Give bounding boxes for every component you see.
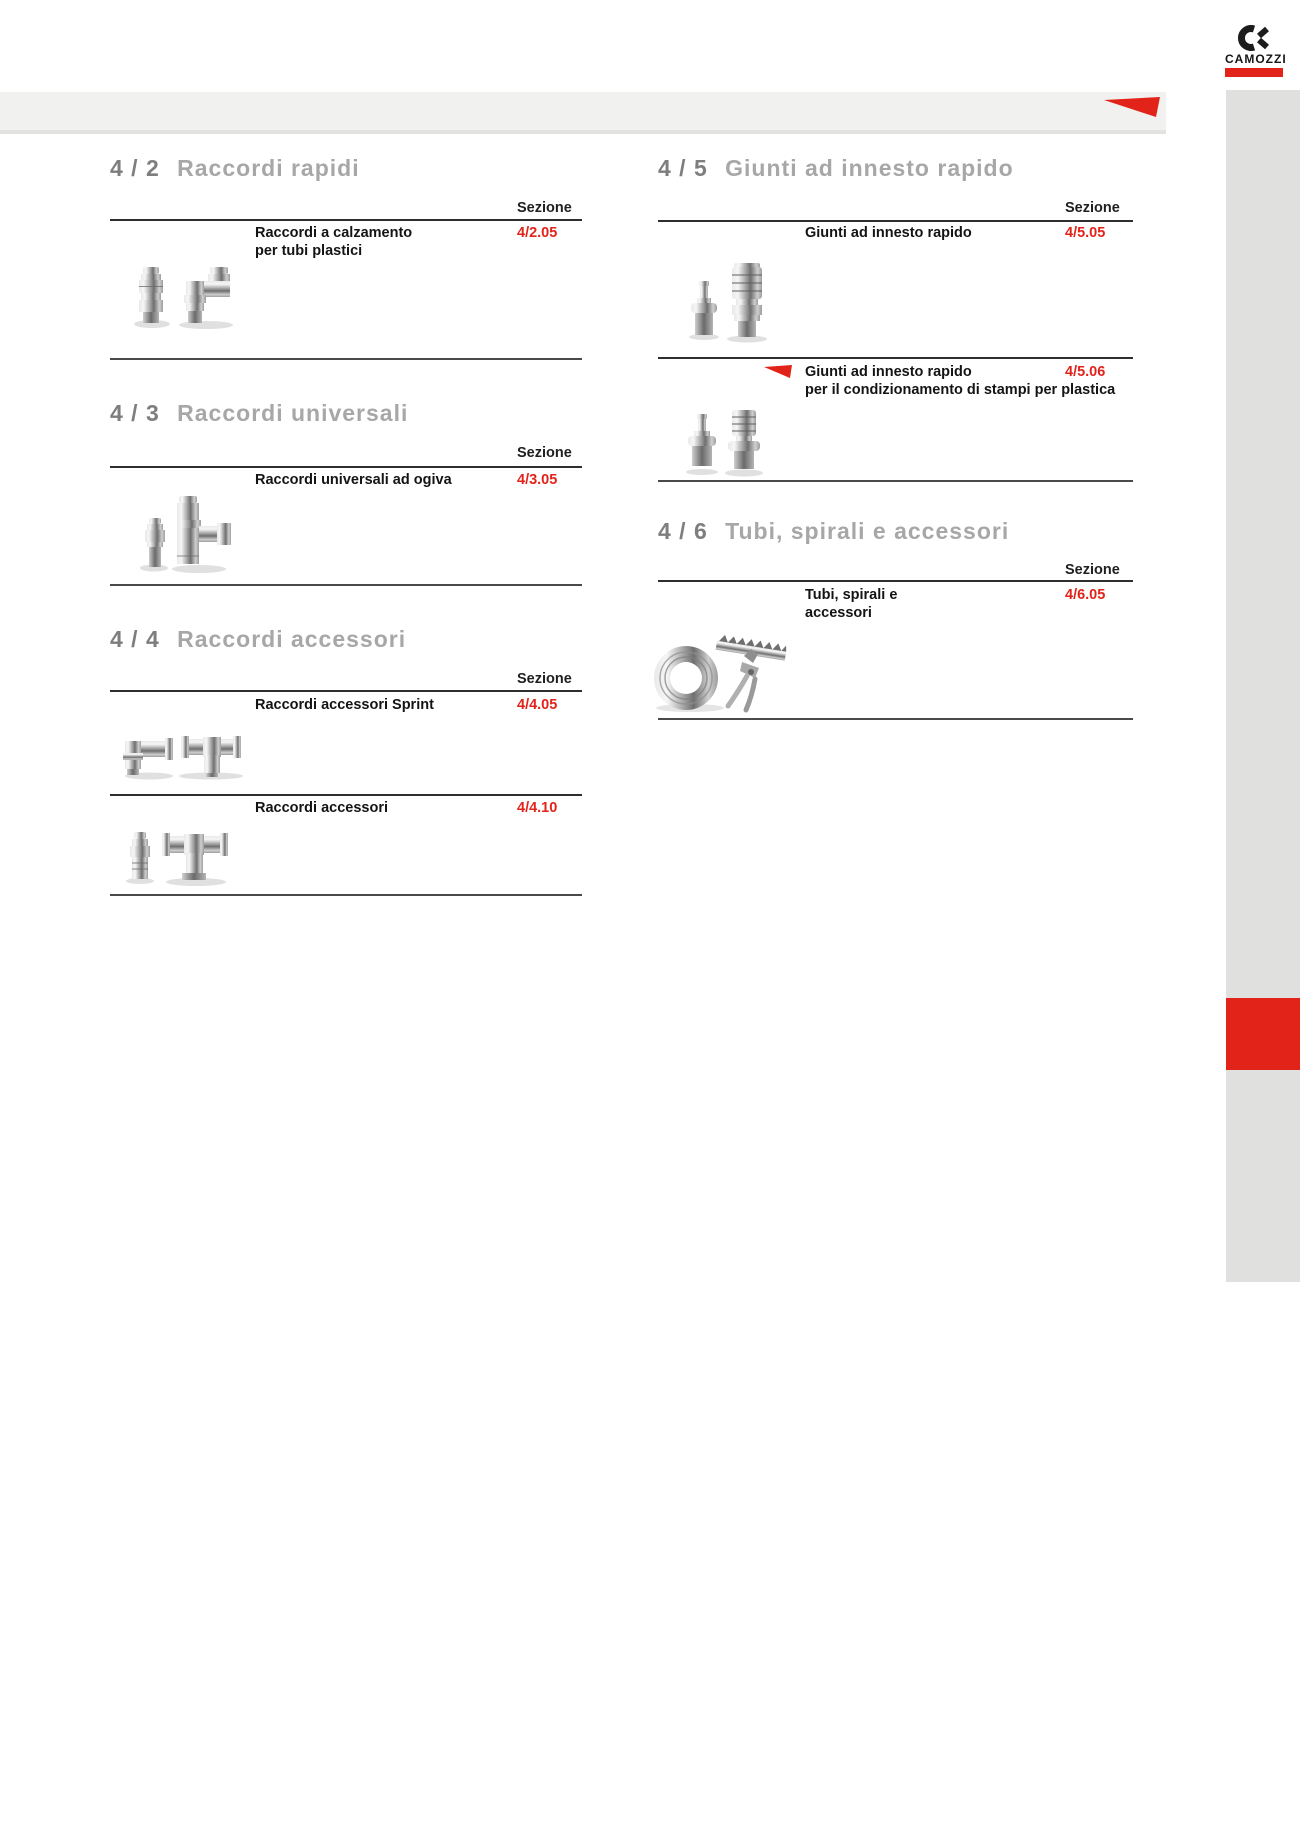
section-ref-link[interactable]: 4/2.05: [517, 225, 558, 241]
section-end-rule: [658, 480, 1133, 482]
product-name-line1: Raccordi accessori Sprint: [255, 697, 434, 713]
product-name-line1: Giunti ad innesto rapido: [805, 364, 972, 380]
section-ref-link[interactable]: 4/5.05: [1065, 225, 1106, 241]
section-title: Raccordi accessori: [177, 626, 407, 652]
header-rule: [658, 580, 1133, 582]
product-name-line1: Raccordi accessori: [255, 800, 388, 816]
section-ref-link[interactable]: 4/4.10: [517, 800, 558, 816]
product-name-line2: per il condizionamento di stampi per plastica: [805, 381, 1116, 398]
section-4-5: [658, 155, 1133, 482]
section-4-2: [110, 155, 582, 361]
side-band: [1226, 90, 1300, 1282]
section-ref-link[interactable]: 4/3.05: [517, 472, 558, 488]
product-name-line2: accessori: [805, 604, 872, 621]
section-number: 4 / 4: [110, 626, 160, 652]
header-rule: [658, 220, 1133, 222]
red-arrow-icon: [764, 365, 792, 383]
camozzi-logo-text: CAMOZZI: [1225, 52, 1287, 66]
section-ref-link[interactable]: 4/4.05: [517, 697, 558, 713]
section-ref-link[interactable]: 4/6.05: [1065, 587, 1106, 603]
product-name: [255, 697, 515, 715]
universal-fittings-photo: [133, 494, 235, 574]
camozzi-logo: [1225, 25, 1287, 77]
section-heading: [658, 518, 1009, 545]
section-ref-link[interactable]: 4/5.06: [1065, 364, 1106, 380]
accessory-fittings-photo: [120, 830, 235, 886]
section-title: Tubi, spirali e accessori: [725, 518, 1010, 544]
sezione-column-label: Sezione: [517, 671, 572, 687]
sezione-column-label: Sezione: [1065, 562, 1120, 578]
section-end-rule: [110, 894, 582, 896]
section-4-3: [110, 400, 582, 587]
tubes-spirals-accessories-photo: [650, 622, 798, 714]
side-red-block: [1226, 998, 1300, 1070]
section-heading: [658, 155, 1014, 182]
section-end-rule: [110, 584, 582, 586]
sezione-column-label: Sezione: [517, 200, 572, 216]
product-name: [255, 800, 515, 818]
product-name-line1: Tubi, spirali e: [805, 587, 898, 603]
sezione-column-label: Sezione: [1065, 200, 1120, 216]
sezione-column-label: Sezione: [517, 445, 572, 461]
section-title: Raccordi rapidi: [177, 155, 360, 181]
row-divider-rule: [658, 357, 1133, 359]
quick-release-couplings-photo: [686, 261, 774, 343]
camozzi-logo-underline: [1225, 68, 1283, 77]
section-title: Raccordi universali: [177, 400, 409, 426]
sprint-fittings-photo: [121, 733, 245, 781]
product-name-line1: Raccordi a calzamento: [255, 225, 413, 241]
header-band: [0, 92, 1166, 134]
header-rule: [110, 690, 582, 692]
section-number: 4 / 6: [658, 518, 708, 544]
section-heading: [110, 400, 408, 427]
mould-conditioning-couplings-photo: [682, 408, 770, 478]
section-heading: [110, 155, 360, 182]
header-flag-icon: [1104, 97, 1160, 117]
header-rule: [110, 466, 582, 468]
section-title: Giunti ad innesto rapido: [725, 155, 1014, 181]
camozzi-mark-icon: [1225, 25, 1283, 51]
section-number: 4 / 2: [110, 155, 160, 181]
section-end-rule: [658, 718, 1133, 720]
section-heading: [110, 626, 406, 653]
section-end-rule: [110, 358, 582, 360]
push-in-fittings-photo: [130, 265, 235, 329]
product-name: [255, 225, 515, 260]
header-rule: [110, 219, 582, 221]
section-4-6: [658, 518, 1133, 720]
section-number: 4 / 3: [110, 400, 160, 426]
section-number: 4 / 5: [658, 155, 708, 181]
section-4-4: [110, 626, 582, 897]
row-divider-rule: [110, 794, 582, 796]
product-name: [255, 472, 515, 490]
product-name-line2: per tubi plastici: [255, 242, 363, 259]
product-name-line1: Raccordi universali ad ogiva: [255, 472, 452, 488]
product-name-line1: Giunti ad innesto rapido: [805, 225, 972, 241]
